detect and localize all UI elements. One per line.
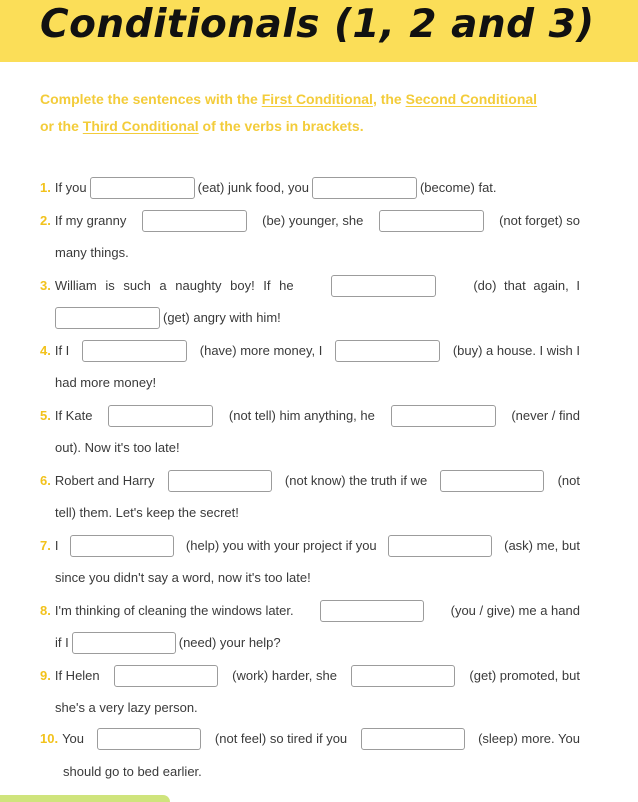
sentence-1: 1. If you (eat) junk food, you (become) fat. bbox=[40, 177, 580, 199]
answer-input-3a[interactable] bbox=[331, 275, 436, 297]
title-banner bbox=[0, 0, 638, 62]
item-number: 8. bbox=[40, 603, 51, 618]
answer-input-1b[interactable] bbox=[312, 177, 417, 199]
answer-input-7a[interactable] bbox=[70, 535, 174, 557]
sentence-3: 3. William is such a naughty boy! If he (do) that again, I bbox=[40, 275, 580, 297]
page-title: Conditionals (1, 2 and 3) bbox=[40, 2, 595, 47]
item-number: 4. bbox=[40, 343, 51, 358]
answer-input-6b[interactable] bbox=[440, 470, 544, 492]
answer-input-10a[interactable] bbox=[97, 728, 201, 750]
sentence-8-continued: if I (need) your help? bbox=[55, 632, 580, 654]
sentence-3-continued: (get) angry with him! bbox=[55, 307, 580, 329]
footer-accent-bar bbox=[0, 795, 170, 802]
sentence-10-continued: should go to bed earlier. bbox=[63, 764, 202, 779]
item-number: 7. bbox=[40, 538, 51, 553]
answer-input-8a[interactable] bbox=[320, 600, 424, 622]
answer-input-5a[interactable] bbox=[108, 405, 213, 427]
sentence-7-continued: since you didn't say a word, now it's too late! bbox=[55, 570, 311, 585]
sentence-5-continued: out). Now it's too late! bbox=[55, 440, 180, 455]
answer-input-7b[interactable] bbox=[388, 535, 492, 557]
instructions: Complete the sentences with the First Conditional, the Second Conditional or the Third Conditional of the verbs in brackets. bbox=[40, 91, 538, 134]
answer-input-3b[interactable] bbox=[55, 307, 160, 329]
sentence-7: 7. I (help) you with your project if you (ask) me, but bbox=[40, 535, 580, 557]
item-number: 9. bbox=[40, 668, 51, 683]
item-number: 3. bbox=[40, 278, 51, 293]
answer-input-9a[interactable] bbox=[114, 665, 218, 687]
third-conditional-term: Third Conditional bbox=[82, 118, 199, 134]
answer-input-6a[interactable] bbox=[168, 470, 272, 492]
answer-input-1a[interactable] bbox=[90, 177, 195, 199]
answer-input-4a[interactable] bbox=[82, 340, 187, 362]
answer-input-9b[interactable] bbox=[351, 665, 455, 687]
answer-input-4b[interactable] bbox=[335, 340, 440, 362]
item-number: 10. bbox=[40, 731, 59, 746]
sentence-4-continued: had more money! bbox=[55, 375, 157, 390]
sentence-5: 5. If Kate (not tell) him anything, he (never / find bbox=[40, 405, 580, 427]
item-number: 6. bbox=[40, 473, 51, 488]
sentence-2: 2. If my granny (be) younger, she (not forget) so bbox=[40, 210, 580, 232]
sentence-2-continued: many things. bbox=[55, 245, 129, 260]
item-number: 5. bbox=[40, 408, 51, 423]
item-number: 2. bbox=[40, 213, 51, 228]
item-number: 1. bbox=[40, 180, 51, 195]
answer-input-10b[interactable] bbox=[361, 728, 465, 750]
sentence-9-continued: she's a very lazy person. bbox=[55, 700, 198, 715]
answer-input-8b[interactable] bbox=[72, 632, 176, 654]
sentence-10: 10. You (not feel) so tired if you (sleep) more. You bbox=[40, 728, 580, 750]
sentence-6: 6. Robert and Harry (not know) the truth if we (not bbox=[40, 470, 580, 492]
answer-input-2a[interactable] bbox=[142, 210, 247, 232]
first-conditional-term: First Conditional bbox=[261, 91, 373, 107]
answer-input-2b[interactable] bbox=[379, 210, 484, 232]
sentence-8: 8. I'm thinking of cleaning the windows later. (you / give) me a hand bbox=[40, 600, 580, 622]
second-conditional-term: Second Conditional bbox=[405, 91, 538, 107]
sentence-4: 4. If I (have) more money, I (buy) a house. I wish I bbox=[40, 340, 580, 362]
answer-input-5b[interactable] bbox=[391, 405, 496, 427]
sentence-6-continued: tell) them. Let's keep the secret! bbox=[55, 505, 239, 520]
sentence-9: 9. If Helen (work) harder, she (get) promoted, but bbox=[40, 665, 580, 687]
